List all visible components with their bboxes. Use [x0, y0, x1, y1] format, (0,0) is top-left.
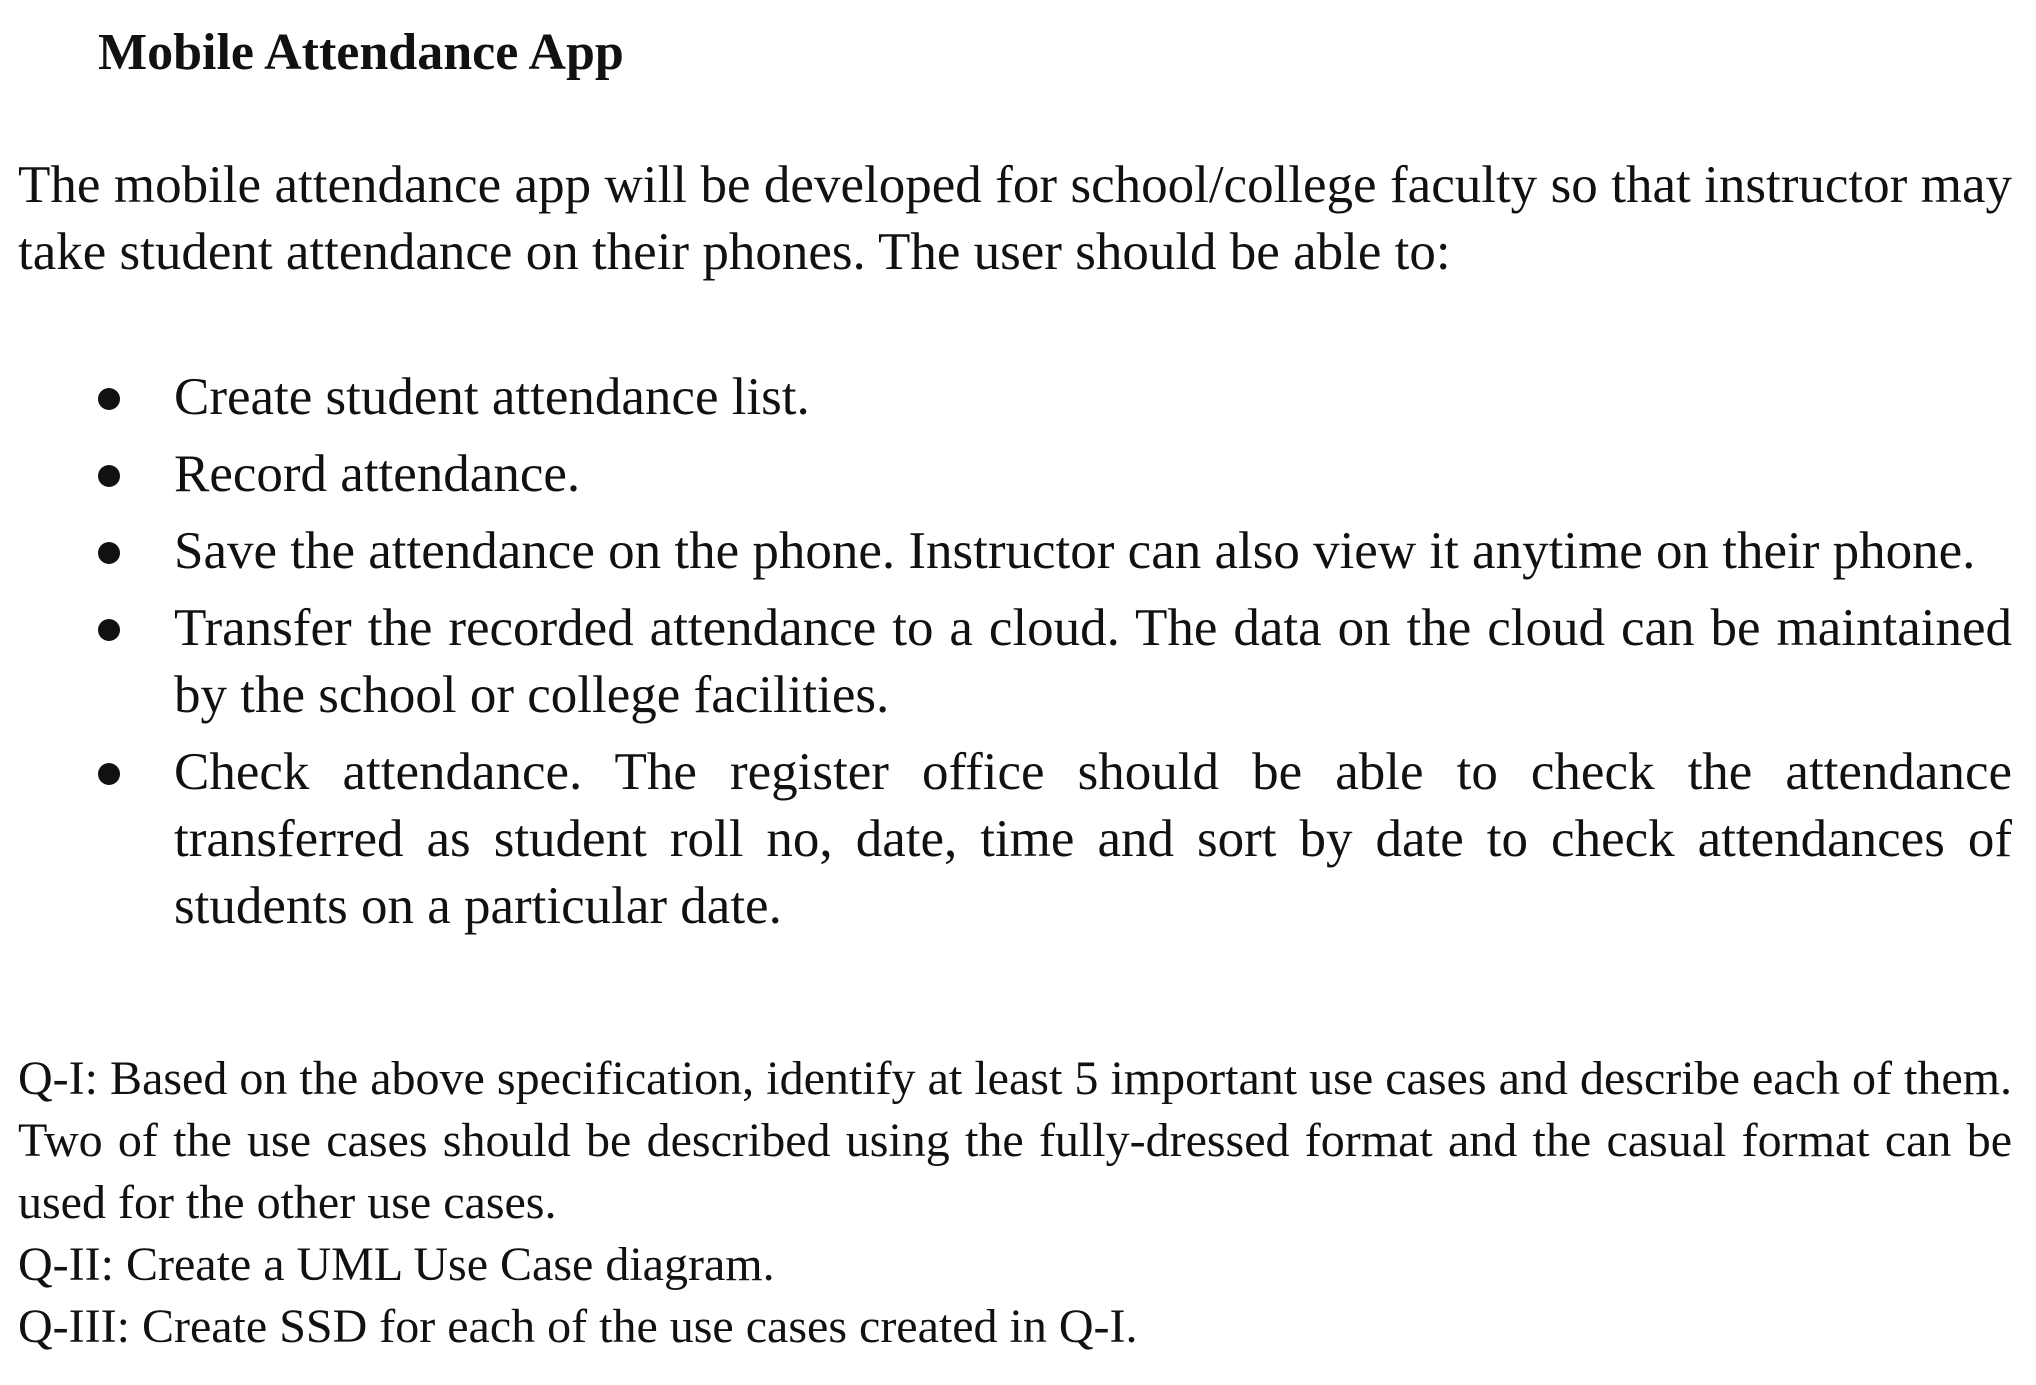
requirement-item-transfer	[174, 595, 2012, 729]
requirement-item-check	[174, 739, 2012, 940]
intro-paragraph: The mobile attendance app will be developed for school/college faculty so that instructor may take student attendance on their phones. The user should be able to:	[18, 156, 2012, 281]
requirement-text: Check attendance. The register office should be able to check the attendance transferred as student roll no, date, time and sort by date to check attendances of students on a particular date.	[174, 743, 2012, 935]
question-3: Q-III: Create SSD for each of the use cases created in Q-I.	[18, 1300, 1138, 1353]
question-2: Q-II: Create a UML Use Case diagram.	[18, 1238, 775, 1291]
bullet-icon	[98, 763, 120, 785]
bullet-icon	[98, 542, 120, 564]
requirement-item-create-list	[174, 364, 2012, 431]
question-1: Q-I: Based on the above specification, identify at least 5 important use cases and describe each of them. Two of the use cases should be described using the fully-dressed format and the casual format can be used for the other use cases.	[18, 1052, 2012, 1229]
requirement-item-save	[174, 518, 2012, 585]
requirement-item-record	[174, 441, 2012, 508]
requirement-text: Transfer the recorded attendance to a cloud. The data on the cloud can be maintained by the school or college facilities.	[174, 599, 2012, 724]
requirements-list	[0, 364, 2036, 950]
requirement-text: Save the attendance on the phone. Instructor can also view it anytime on their phone.	[174, 522, 1976, 580]
bullet-icon	[98, 619, 120, 641]
requirement-text: Record attendance.	[174, 445, 581, 503]
bullet-icon	[98, 388, 120, 410]
bullet-icon	[98, 465, 120, 487]
questions-section	[18, 1048, 2012, 1358]
document-title: Mobile Attendance App	[98, 24, 624, 81]
requirement-text: Create student attendance list.	[174, 368, 810, 426]
